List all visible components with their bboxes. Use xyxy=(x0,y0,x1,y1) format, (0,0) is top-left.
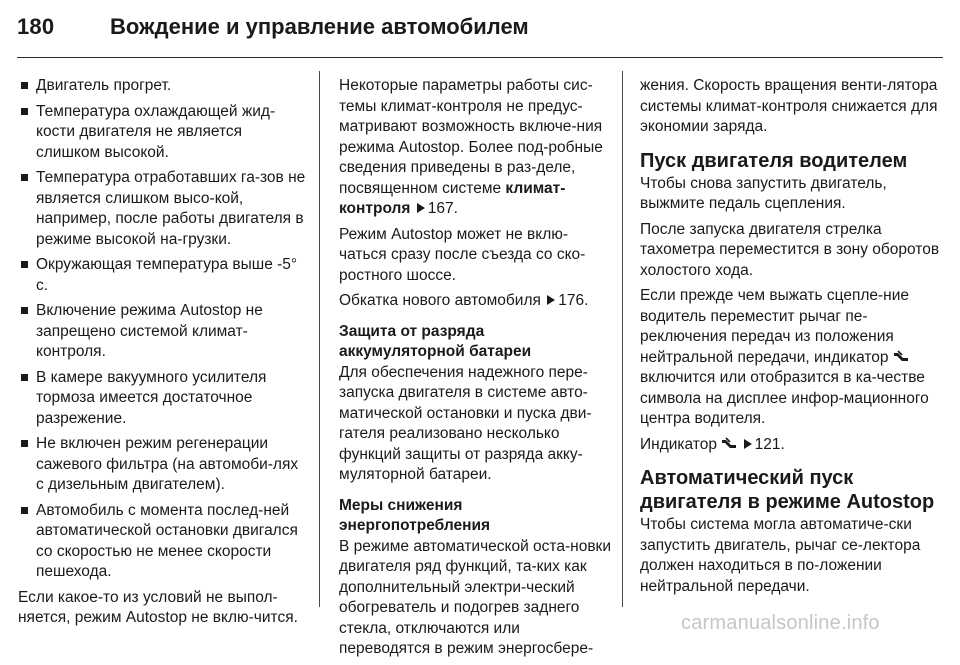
tachometer-paragraph: После запуска двигателя стрелка тахометра переместится в зону оборотов холостого хода. xyxy=(640,220,940,279)
list-item: Температура отработавших га-зов не является слишком высо-кой, например, после работы двигателя в режиме высокой на-грузки. xyxy=(18,168,308,250)
list-item: Автомобиль с момента послед-ней автоматической остановки двигался со скоростью не менее скорости пешехода. xyxy=(18,501,308,583)
autostop-indicator-icon xyxy=(721,437,737,450)
conditions-list xyxy=(18,76,308,583)
section-heading-driver-start: Пуск двигателя водителем xyxy=(640,149,908,172)
section-heading-energy: Меры снижения энергопотребления xyxy=(339,496,491,534)
indicator-text-b: включится или отобразится в ка-честве символа на дисплее инфор-мационного центра водителя. xyxy=(640,369,929,427)
section-heading-battery: Защита от разряда аккумуляторной батареи xyxy=(339,322,532,360)
header-divider xyxy=(17,57,943,58)
column-divider-1 xyxy=(319,71,320,607)
battery-paragraph: Для обеспечения надежного пере-запуска двигателя в системе авто-матической остановки и пуска дви-гателя реализовано несколько функций защиты от разряда акку-муляторной батареи. xyxy=(339,363,592,483)
list-item: Двигатель прогрет. xyxy=(18,76,308,97)
climate-link-text[interactable]: климат-контроля xyxy=(339,179,566,217)
list-item: Не включен режим регенерации сажевого фильтра (на автомоби-лях с дизельным двигателем). xyxy=(18,434,308,496)
closing-paragraph: Если какое-то из условий не выпол-няется, режим Autostop не вклю-чится. xyxy=(18,588,298,626)
page-reference[interactable]: 167. xyxy=(427,200,458,217)
list-item: Окружающая температура выше -5° с. xyxy=(18,255,308,296)
column-divider-2 xyxy=(622,71,623,607)
page-reference[interactable]: 121. xyxy=(754,435,785,453)
column-3 xyxy=(640,76,945,602)
indicator-text-a: Если прежде чем выжать сцепле-ние водитель переместит рычаг пе-реключения передач из положения нейтральной передачи, индикатор xyxy=(640,287,910,366)
indicator-ref-paragraph xyxy=(640,435,945,456)
column-1 xyxy=(18,76,308,634)
section-heading-auto-start: Автоматический пуск двигателя в режиме Autostop xyxy=(640,467,935,513)
selector-paragraph: Чтобы система могла автоматиче-ски запустить двигатель, рычаг се-лектора должен находиться в по-ложении нейтральной передачи. xyxy=(640,516,921,595)
break-in-text: Обкатка нового автомобиля xyxy=(339,292,541,309)
list-item: Включение режима Autostop не запрещено системой климат-контроля. xyxy=(18,301,308,363)
autostop-indicator-icon xyxy=(893,350,909,363)
page-number: 180 xyxy=(17,14,55,39)
break-in-paragraph xyxy=(339,291,611,312)
indicator-paragraph xyxy=(640,286,945,430)
list-item: Температура охлаждающей жид-кости двигателя не является слишком высокой. xyxy=(18,102,308,164)
reference-arrow-icon xyxy=(744,439,752,449)
reference-arrow-icon xyxy=(547,295,555,305)
reference-arrow-icon xyxy=(417,203,425,213)
page-title: Вождение и управление автомобилем xyxy=(110,14,529,39)
column-2 xyxy=(339,76,611,665)
indicator-label: Индикатор xyxy=(640,435,717,453)
clutch-paragraph: Чтобы снова запустить двигатель, выжмите педаль сцепления. xyxy=(640,174,887,212)
page-reference[interactable]: 176. xyxy=(558,292,589,309)
watermark: carmanualsonline.info xyxy=(681,612,880,634)
highway-paragraph: Режим Autostop может не вклю-чаться сразу после съезда со ско-ростного шоссе. xyxy=(339,225,586,284)
list-item: В камере вакуумного усилителя тормоза имеется достаточное разрежение. xyxy=(18,368,308,430)
climate-text: Некоторые параметры работы сис-темы климат-контроля не предус-матривают возможность включе-ния режима Autostop. Более под-робные сведения приведены в раз-деле, посвященном системе xyxy=(339,77,603,197)
climate-paragraph xyxy=(339,76,611,220)
energy-paragraph: В режиме автоматической оста-новки двигателя ряд функций, та-ких как дополнительный электри-ческий обогреватель и подогрев заднего стекла, отключаются или переводятся в режим энергосбере- xyxy=(339,537,611,657)
page-header xyxy=(0,0,960,60)
fan-paragraph: жения. Скорость вращения венти-лятора системы климат-контроля снижается для экономии заряда. xyxy=(640,77,938,135)
